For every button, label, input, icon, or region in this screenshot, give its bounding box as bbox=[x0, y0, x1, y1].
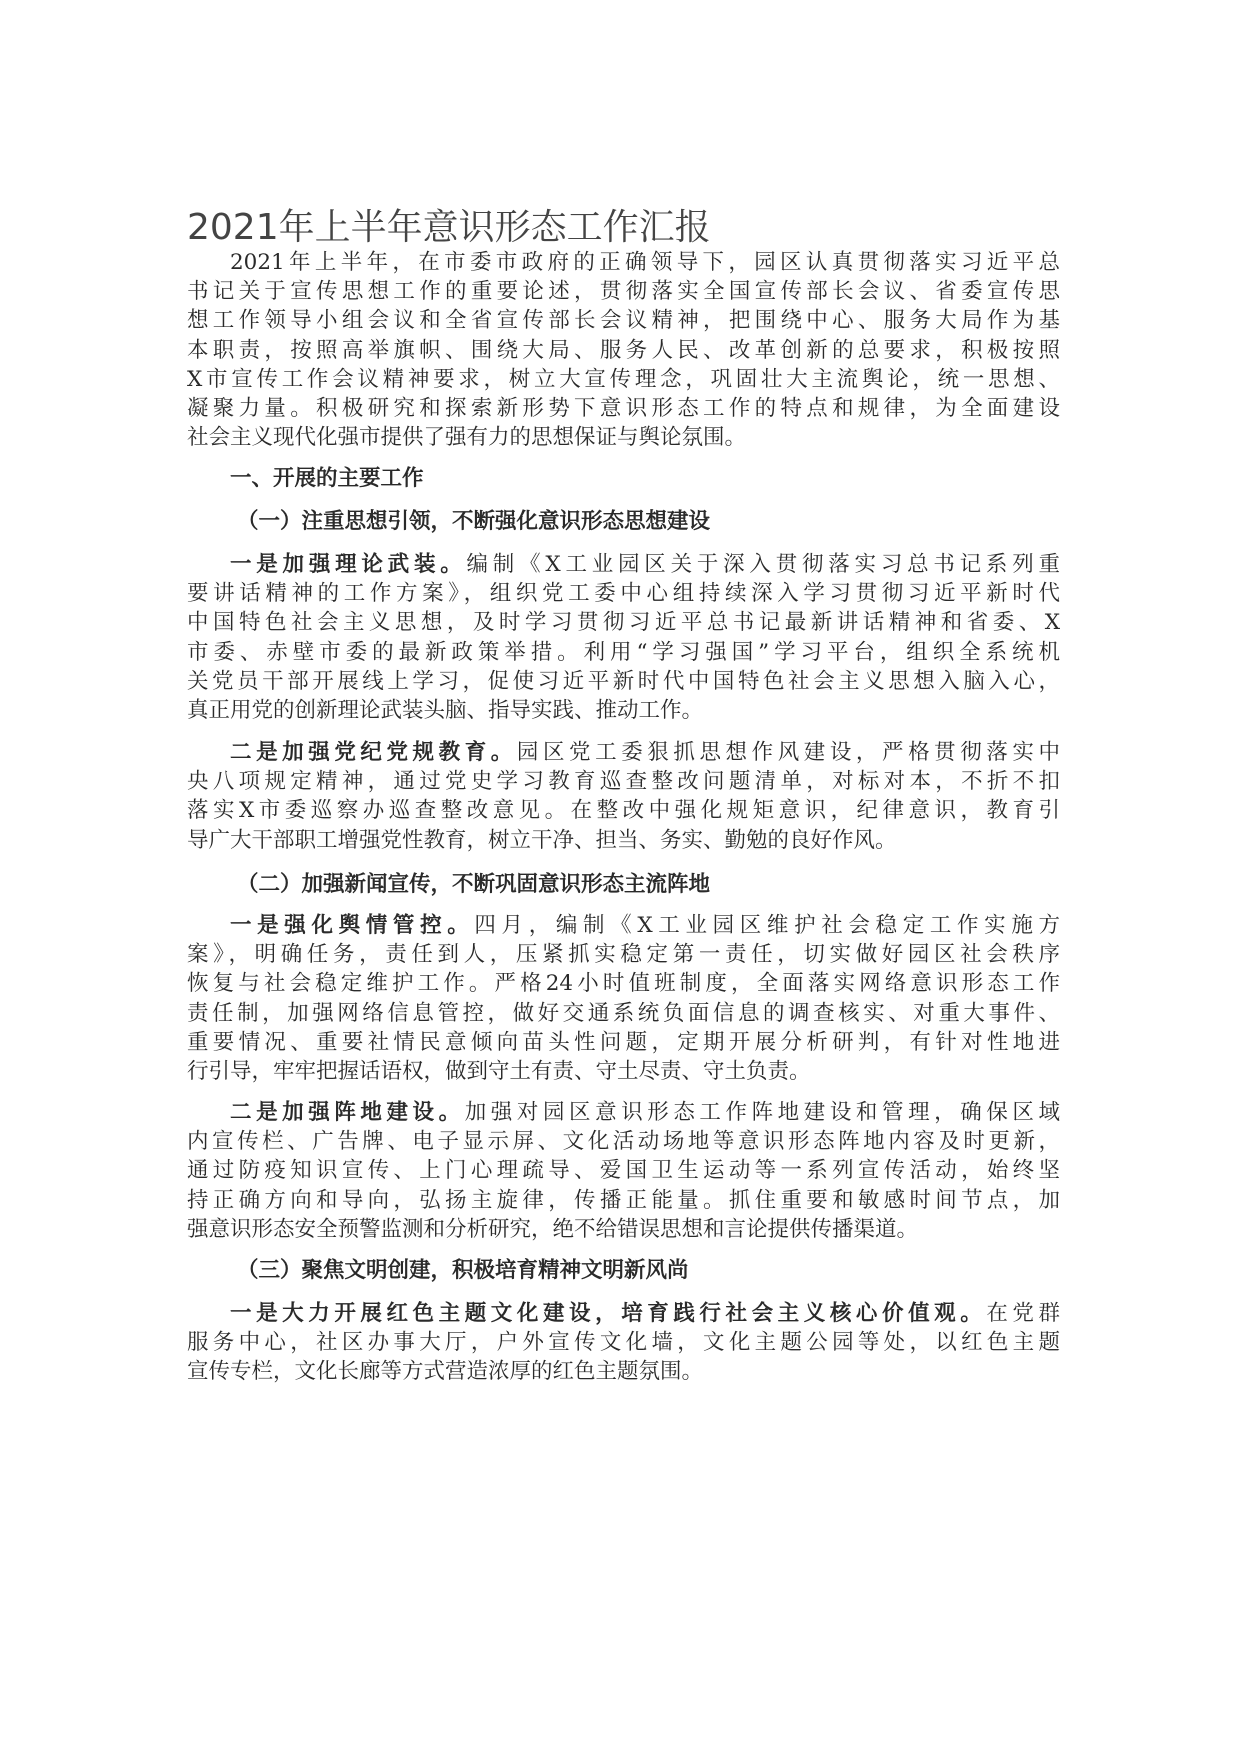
paragraph-red-culture bbox=[187, 1299, 1060, 1387]
section-heading: 一、开展的主要工作 bbox=[230, 466, 424, 491]
lead-text: 二是加强党纪党规教育。 bbox=[230, 740, 517, 765]
text-line bbox=[187, 550, 1060, 579]
text-line: 市委、赤壁市委的最新政策举措。利用“学习强国”学习平台，组织全系统机 bbox=[187, 639, 1060, 665]
subsection-heading: （三）聚焦文明创建，积极培育精神文明新风尚 bbox=[237, 1258, 689, 1283]
text-line bbox=[187, 1098, 1060, 1127]
text-line: 要讲话精神的工作方案》，组织党工委中心组持续深入学习贯彻习近平新时代 bbox=[187, 581, 1060, 607]
text-line: 真正用党的创新理论武装头脑、指导实践、推动工作。 bbox=[187, 697, 704, 723]
document-title: 2021年上半年意识形态工作汇报 bbox=[187, 207, 711, 248]
text-span: 加强对园区意识形态工作阵地建设和管理，确保区域 bbox=[464, 1100, 1060, 1125]
text-line: 行引导，牢牢把握话语权，做到守土有责、守土尽责、守土负责。 bbox=[187, 1058, 811, 1084]
text-span: 在党群 bbox=[986, 1301, 1060, 1326]
text-line bbox=[187, 738, 1060, 767]
text-span: 编制《X工业园区关于深入贯彻落实习总书记系列重 bbox=[466, 552, 1060, 577]
text-line bbox=[187, 911, 1060, 940]
paragraph-position-building bbox=[187, 1098, 1060, 1244]
text-line: 通过防疫知识宣传、上门心理疏导、爱国卫生运动等一系列宣传活动，始终坚 bbox=[187, 1158, 1060, 1184]
text-line: X市宣传工作会议精神要求，树立大宣传理念，巩固壮大主流舆论，统一思想、 bbox=[187, 366, 1060, 392]
text-line: 关党员干部开展线上学习，促使习近平新时代中国特色社会主义思想入脑入心， bbox=[187, 668, 1060, 694]
text-line: 凝聚力量。积极研究和探索新形势下意识形态工作的特点和规律，为全面建设 bbox=[187, 395, 1060, 421]
text-line: 案》，明确任务，责任到人，压紧抓实稳定第一责任，切实做好园区社会秩序 bbox=[187, 942, 1060, 968]
intro-paragraph bbox=[187, 248, 1060, 452]
text-line: 强意识形态安全预警监测和分析研究，绝不给错误思想和言论提供传播渠道。 bbox=[187, 1216, 919, 1242]
text-line: 持正确方向和导向，弘扬主旋律，传播正能量。抓住重要和敏感时间节点，加 bbox=[187, 1187, 1060, 1213]
text-line: 社会主义现代化强市提供了强有力的思想保证与舆论氛围。 bbox=[187, 425, 747, 451]
text-line: 书记关于宣传思想工作的重要论述，贯彻落实全国宣传部长会议、省委宣传思 bbox=[187, 279, 1060, 305]
text-line: 重要情况、重要社情民意倾向苗头性问题，定期开展分析研判，有针对性地进 bbox=[187, 1029, 1060, 1055]
text-span: 四月，编制《X工业园区维护社会稳定工作实施方 bbox=[474, 913, 1060, 938]
subsection-heading: （一）注重思想引领，不断强化意识形态思想建设 bbox=[237, 509, 711, 534]
text-line: 落实X市委巡察办巡查整改意见。在整改中强化规矩意识，纪律意识，教育引 bbox=[187, 798, 1060, 824]
text-line: 宣传专栏，文化长廊等方式营造浓厚的红色主题氛围。 bbox=[187, 1359, 704, 1385]
lead-text: 一是加强理论武装。 bbox=[230, 552, 467, 577]
text-line: 中国特色社会主义思想，及时学习贯彻习近平总书记最新讲话精神和省委、X bbox=[187, 610, 1060, 636]
text-line: 内宣传栏、广告牌、电子显示屏、文化活动场地等意识形态阵地内容及时更新， bbox=[187, 1129, 1060, 1155]
text-line: 导广大干部职工增强党性教育，树立干净、担当、务实、勤勉的良好作风。 bbox=[187, 827, 897, 853]
text-line: 央八项规定精神，通过党史学习教育巡查整改问题清单，对标对本，不折不扣 bbox=[187, 769, 1060, 795]
text-line: 本职责，按照高举旗帜、围绕大局、服务人民、改革创新的总要求，积极按照 bbox=[187, 337, 1060, 363]
subsection-heading: （二）加强新闻宣传，不断巩固意识形态主流阵地 bbox=[237, 872, 711, 897]
text-line: 责任制，加强网络信息管控，做好交通系统负面信息的调查核实、对重大事件、 bbox=[187, 1000, 1060, 1026]
text-line: 2021年上半年，在市委市政府的正确领导下，园区认真贯彻落实习近平总 bbox=[230, 250, 1060, 275]
text-line bbox=[187, 1299, 1060, 1328]
paragraph-discipline bbox=[187, 738, 1060, 855]
text-line: 想工作领导小组会议和全省宣传部长会议精神，把围绕中心、服务大局作为基 bbox=[187, 308, 1060, 334]
paragraph-public-opinion bbox=[187, 911, 1060, 1086]
lead-text: 一是大力开展红色主题文化建设，培育践行社会主义核心价值观。 bbox=[230, 1301, 987, 1326]
paragraph-theory bbox=[187, 550, 1060, 725]
lead-text: 二是加强阵地建设。 bbox=[230, 1100, 465, 1125]
text-span: 园区党工委狠抓思想作风建设，严格贯彻落实中 bbox=[516, 740, 1060, 765]
lead-text: 一是强化舆情管控。 bbox=[230, 913, 475, 938]
text-line: 服务中心，社区办事大厅，户外宣传文化墙，文化主题公园等处，以红色主题 bbox=[187, 1330, 1060, 1356]
text-line: 恢复与社会稳定维护工作。严格24小时值班制度，全面落实网络意识形态工作 bbox=[187, 971, 1060, 997]
